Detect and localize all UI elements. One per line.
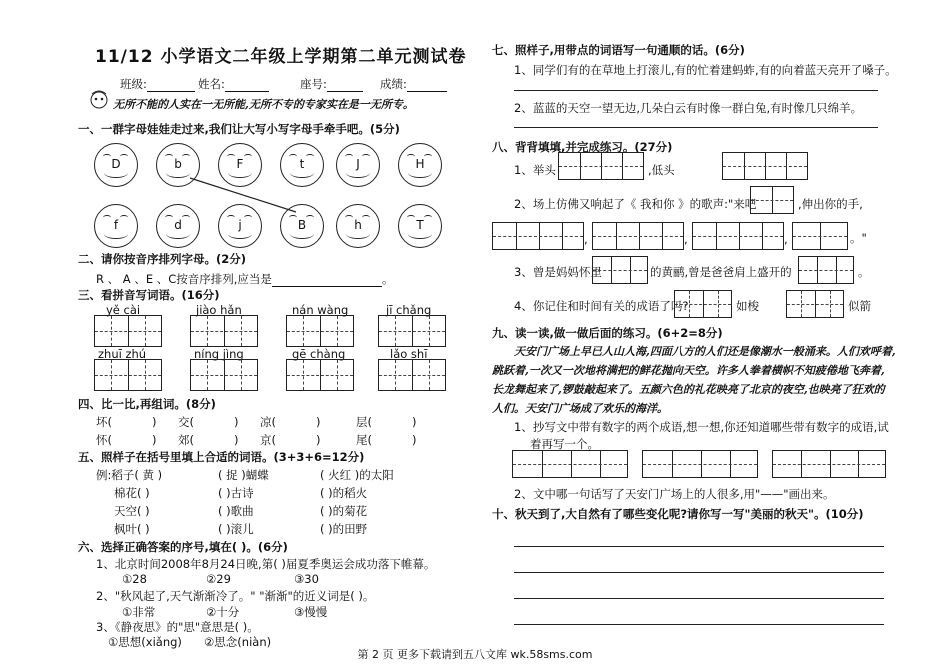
- compare-item: 层( ): [356, 415, 417, 429]
- writing-grid[interactable]: [750, 186, 794, 214]
- fill-item: ( 火红 )的太阳: [320, 468, 394, 482]
- writing-grid[interactable]: [378, 315, 446, 347]
- section9-title: 九、读一读,做一做后面的练习。(6+2=8分): [492, 326, 723, 340]
- pinyin-3: nán wàng: [292, 303, 349, 317]
- writing-grid[interactable]: [286, 359, 354, 391]
- fill-item: ( )古诗: [218, 486, 254, 500]
- section2-question: R 、 A 、E 、C按音序排列,应当是 。: [96, 272, 394, 286]
- fill-item: 例:稻子( 黄 ): [96, 468, 163, 482]
- section9-q1-cont: 着再写一个。: [530, 437, 599, 451]
- smiley-face-icon: j: [218, 204, 262, 248]
- smiley-face-icon: f: [94, 204, 138, 248]
- pinyin-5: zhuī zhú: [98, 347, 147, 361]
- quote-end: 。": [850, 231, 867, 245]
- section3-title: 三、看拼音写词语。(16分): [78, 288, 220, 302]
- smiley-face-icon: D: [94, 143, 138, 187]
- choice-q1: 1、北京时间2008年8月24日晚,第( )届夏季奥运会成功落下帷幕。: [96, 557, 436, 571]
- smiley-face-icon: b: [156, 143, 200, 187]
- song-q3-start: 3、曾是妈妈怀里: [514, 265, 602, 279]
- answer-line[interactable]: [514, 624, 884, 625]
- song-q2-mid: ,伸出你的手,: [798, 197, 863, 211]
- writing-grid[interactable]: [286, 315, 354, 347]
- compare-item: 郊( ): [178, 433, 239, 447]
- smiley-face-icon: F: [218, 143, 262, 187]
- writing-grid[interactable]: [642, 450, 758, 478]
- answer-line[interactable]: [514, 90, 878, 91]
- answer-line[interactable]: [514, 572, 884, 573]
- smiley-face-icon: t: [280, 143, 324, 187]
- choice-option: ①思想(xiǎng): [108, 635, 182, 649]
- comma: ,: [684, 232, 688, 246]
- smiley-face-icon: J: [336, 143, 380, 187]
- fill-item: ( )歌曲: [218, 504, 254, 518]
- smiley-face-icon: B: [280, 204, 324, 248]
- choice-option: ②十分: [206, 605, 240, 619]
- writing-grid[interactable]: [492, 222, 584, 250]
- answer-line[interactable]: [514, 546, 884, 547]
- section7-q1: 1、同学们有的在草地上打滚儿,有的忙着建蚂蚱,有的向着蓝天亮开了嗓子。: [514, 63, 897, 77]
- song-q2-start: 2、场上仿佛又响起了《 我和你 》的歌声:"来吧: [514, 197, 757, 211]
- compare-item: 坏( ): [96, 415, 157, 429]
- page-footer: 第 2 页 更多下载请到五八文库 wk.58sms.com: [357, 648, 593, 661]
- fill-item: 棉花( ): [114, 486, 150, 500]
- writing-grid[interactable]: [94, 315, 162, 347]
- section6-title: 六、选择正确答案的序号,填在( )。(6分): [78, 540, 288, 554]
- pinyin-2: jiào hǎn: [196, 303, 242, 317]
- choice-option: ②29: [206, 572, 231, 586]
- choice-q3: 3、《静夜思》的"思"意思是( )。: [96, 620, 259, 634]
- choice-option: ①非常: [122, 605, 156, 619]
- class-label: 班级:: [120, 76, 195, 92]
- fill-item: ( )滚儿: [218, 522, 254, 536]
- section8-title: 八、背背填填,并完成练习。(27分): [492, 140, 673, 154]
- choice-option: ②思念(niàn): [204, 635, 272, 649]
- writing-grid[interactable]: [190, 359, 258, 391]
- writing-grid[interactable]: [558, 152, 644, 180]
- fill-item: ( )的菊花: [320, 504, 368, 518]
- seat-label: 座号:: [300, 76, 363, 92]
- fill-item: ( )的稻火: [320, 486, 368, 500]
- idiom-q4-start: 4、你记住和时间有关的成语了吗?: [514, 299, 689, 313]
- writing-grid[interactable]: [592, 256, 648, 284]
- writing-grid[interactable]: [772, 450, 886, 478]
- compare-item: 尾( ): [356, 433, 417, 447]
- passage-line: 长龙舞起来了,锣鼓敲起来了。五颜六色的礼花映亮了北京的夜空,也映亮了狂欢的: [492, 383, 885, 396]
- song-q3-mid: 的黄鹂,曾是爸爸肩上盛开的: [650, 265, 792, 279]
- writing-grid[interactable]: [786, 290, 844, 318]
- name-label: 姓名:: [198, 76, 269, 92]
- section10-title: 十、秋天到了,大自然有了哪些变化呢?请你写一写"美丽的秋天"。(10分): [492, 507, 864, 521]
- pinyin-4: jī chǎng: [386, 303, 432, 317]
- writing-grid[interactable]: [94, 359, 162, 391]
- idiom-like-shuttle: 如梭: [736, 299, 759, 313]
- fill-item: 枫叶( ): [114, 522, 150, 536]
- motto: 无所不能的人实在一无所能,无所不专的专家实在是一无所专。: [113, 98, 414, 111]
- pinyin-8: lǎo shī: [390, 347, 428, 361]
- answer-line[interactable]: [514, 127, 878, 128]
- poem-q1-mid: ,低头: [648, 163, 675, 177]
- compare-item: 凉( ): [260, 415, 321, 429]
- fill-item: 天空( ): [114, 504, 150, 518]
- compare-item: 怀( ): [96, 433, 157, 447]
- writing-grid[interactable]: [512, 450, 628, 478]
- page-title: 11/12 小学语文二年级上学期第二单元测试卷: [95, 47, 467, 67]
- section7-q2: 2、蓝蓝的天空一望无边,几朵白云有时像一群白兔,有时像几只绵羊。: [514, 101, 863, 115]
- passage-line: 人们。天安门广场成了欢乐的海洋。: [492, 402, 668, 415]
- fill-item: ( 捉 )蝴蝶: [218, 468, 269, 482]
- writing-grid[interactable]: [722, 152, 808, 180]
- pinyin-7: gē chàng: [292, 347, 346, 361]
- poem-q1-start: 1、举头: [514, 163, 556, 177]
- score-label: 成绩:: [380, 76, 447, 92]
- writing-grid[interactable]: [798, 256, 854, 284]
- writing-grid[interactable]: [190, 315, 258, 347]
- section7-title: 七、照样子,用带点的词语写一句通顺的话。(6分): [492, 43, 745, 57]
- choice-option: ③30: [294, 572, 319, 586]
- passage-line: 跳跃着,一次又一次地将满把的鲜花抛向天空。许多人拳着横帜不知疲倦地飞奔着,: [492, 364, 885, 377]
- writing-grid[interactable]: [792, 222, 848, 250]
- section1-title: 一、一群字母娃娃走过来,我们让大写小写字母手牵手吧。(5分): [78, 122, 400, 136]
- smiley-face-icon: H: [398, 143, 442, 187]
- comma: ,: [784, 232, 788, 246]
- choice-option: ③慢慢: [294, 605, 328, 619]
- smiley-face-icon: d: [156, 204, 200, 248]
- compare-item: 京( ): [260, 433, 321, 447]
- compare-item: 交( ): [178, 415, 239, 429]
- writing-grid[interactable]: [592, 222, 684, 250]
- writing-grid[interactable]: [674, 290, 732, 318]
- section9-q1: 1、抄写文中带有数字的两个成语,想一想,你还知道哪些带有数字的成语,试: [514, 420, 889, 434]
- pinyin-1: yě cài: [106, 303, 141, 317]
- section2-title: 二、请你按音序排列字母。(2分): [78, 252, 247, 266]
- section5-title: 五、照样子在括号里填上合适的词语。(3+3+6=12分): [78, 450, 365, 464]
- writing-grid[interactable]: [692, 222, 784, 250]
- section4-title: 四、比一比,再组词。(8分): [78, 397, 216, 411]
- answer-line[interactable]: [514, 598, 884, 599]
- section9-q2: 2、文中哪一句话写了天安门广场上的人很多,用"——"画出来。: [514, 487, 835, 501]
- idiom-like-arrow: 似箭: [848, 299, 871, 313]
- choice-q2: 2、"秋风起了,天气渐渐冷了。" "渐渐"的近义词是( )。: [96, 589, 375, 603]
- smiley-face-icon: T: [398, 204, 442, 248]
- pinyin-6: níng jìng: [194, 347, 244, 361]
- fill-item: ( )的田野: [320, 522, 368, 536]
- comma: ,: [584, 232, 588, 246]
- smiley-face-icon: h: [336, 204, 380, 248]
- writing-grid[interactable]: [378, 359, 446, 391]
- choice-option: ①28: [122, 572, 147, 586]
- period: 。: [858, 265, 870, 279]
- passage-line: 天安门广场上早已人山人海,四面八方的人们还是像潮水一般涌来。人们欢呼着,: [514, 345, 896, 358]
